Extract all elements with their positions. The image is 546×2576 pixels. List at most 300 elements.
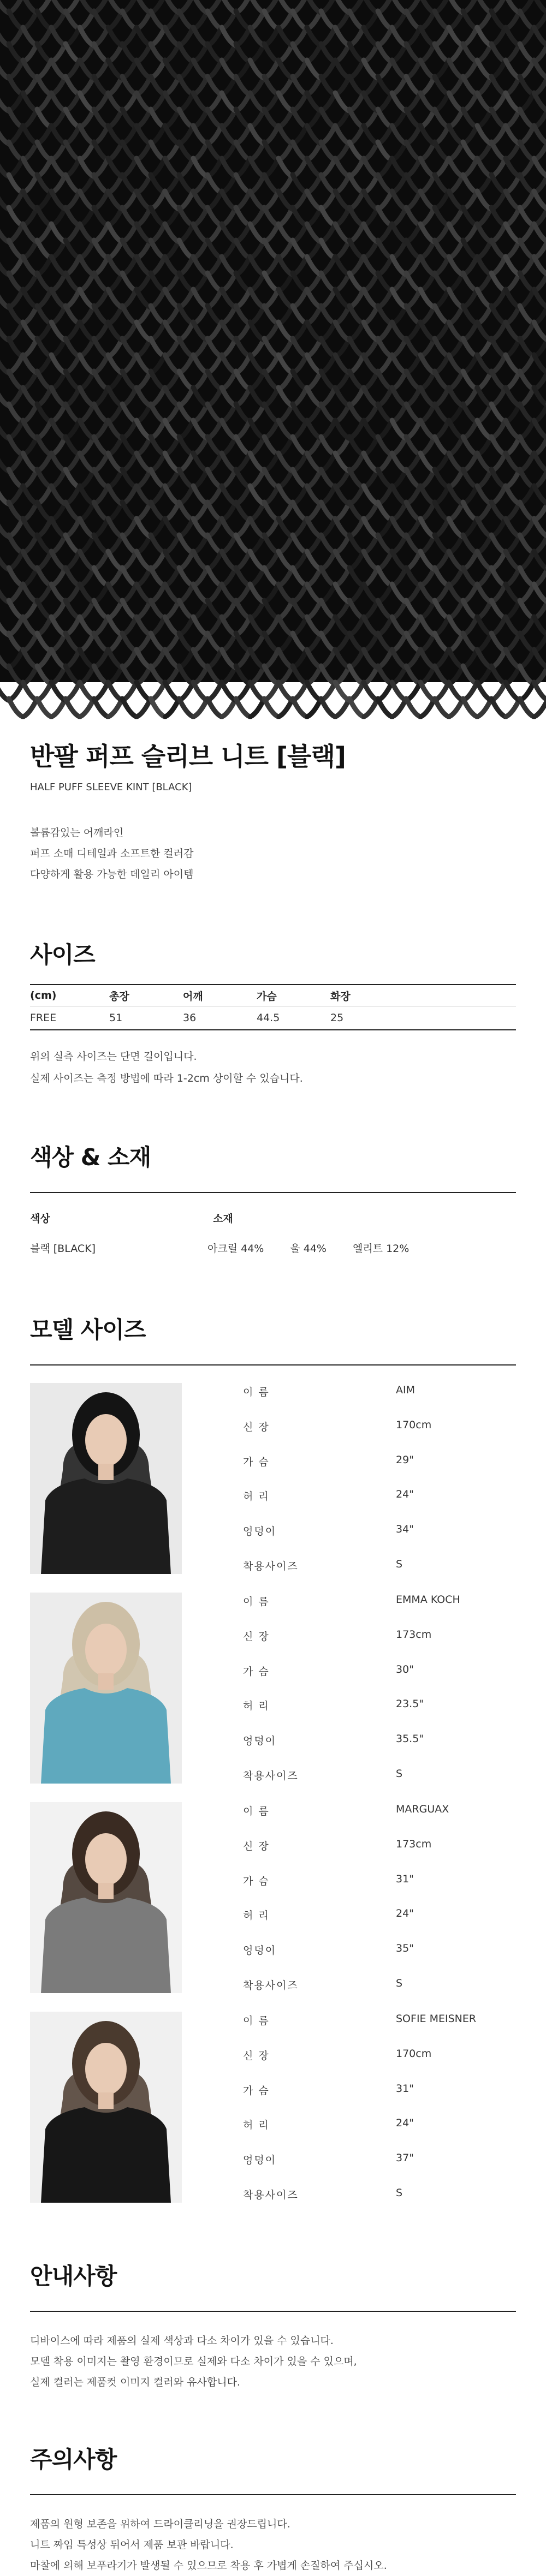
- knit-stitch: [151, 617, 165, 635]
- knit-stitch: [151, 60, 165, 78]
- knit-stitch: [123, 224, 136, 242]
- knit-stitch: [51, 682, 65, 700]
- knit-stitch: [520, 273, 533, 291]
- knit-stitch: [378, 60, 392, 78]
- knit-stitch: [151, 240, 164, 258]
- knit-stitch: [378, 27, 392, 45]
- knit-stitch: [66, 257, 80, 275]
- knit-stitch: [222, 93, 235, 111]
- knit-stitch: [37, 404, 51, 422]
- knit-stitch: [378, 551, 392, 569]
- knit-stitch: [38, 60, 51, 78]
- model-card: [30, 1383, 516, 1593]
- knit-stitch: [66, 568, 79, 586]
- knit-stitch: [9, 666, 22, 684]
- knit-stitch: [66, 666, 79, 684]
- knit-stitch: [378, 420, 392, 438]
- knit-stitch: [193, 322, 207, 340]
- knit-stitch: [492, 27, 506, 45]
- knit-stitch: [406, 469, 420, 487]
- knit-stitch: [307, 257, 321, 275]
- knit-stitch: [264, 338, 278, 356]
- knit-stitch: [535, 76, 546, 94]
- model-info-label: 이 름: [243, 1386, 270, 1398]
- model-size-section: [30, 1312, 516, 2221]
- knit-stitch: [491, 44, 505, 62]
- knit-stitch: [364, 322, 377, 340]
- knit-stitch: [37, 306, 51, 324]
- size-col-shoulder: 어깨: [183, 990, 203, 1003]
- knit-stitch: [23, 682, 37, 700]
- knit-stitch: [38, 584, 51, 602]
- knit-stitch: [179, 44, 193, 62]
- knit-stitch: [392, 453, 406, 471]
- guide-line: 디바이스에 따라 제품의 실제 색상과 다소 차이가 있을 수 있습니다.: [30, 2335, 334, 2347]
- knit-stitch: [349, 44, 363, 62]
- knit-stitch: [378, 682, 392, 700]
- knit-stitch: [180, 322, 193, 340]
- knit-stitch: [278, 486, 292, 504]
- knit-stitch: [491, 568, 505, 586]
- knit-stitch: [378, 584, 392, 602]
- material-values: [207, 1241, 435, 1255]
- knit-stitch: [123, 289, 136, 307]
- knit-stitch: [307, 649, 321, 667]
- knit-stitch: [23, 191, 37, 209]
- knit-stitch: [435, 240, 448, 258]
- model-info-label: 가 슴: [243, 1665, 270, 1678]
- knit-stitch: [392, 387, 406, 406]
- knit-stitch: [449, 617, 462, 635]
- knit-stitch: [38, 387, 51, 406]
- knit-stitch: [293, 44, 306, 62]
- model-info-value: 173cm: [396, 1838, 432, 1850]
- knit-stitch: [264, 633, 278, 651]
- knit-stitch: [9, 404, 22, 422]
- knit-stitch: [406, 633, 420, 651]
- knit-stitch: [420, 355, 434, 373]
- knit-stitch: [108, 322, 122, 340]
- knit-stitch: [37, 469, 51, 487]
- knit-stitch: [94, 158, 108, 176]
- knit-stitch: [136, 289, 150, 307]
- knit-stitch: [264, 502, 278, 520]
- knit-stitch: [23, 387, 37, 406]
- knit-stitch: [66, 126, 80, 144]
- model-info-label: 가 슴: [243, 1875, 270, 1887]
- knit-stitch: [9, 469, 22, 487]
- knit-stitch: [250, 27, 264, 45]
- knit-stitch: [165, 682, 179, 700]
- knit-stitch: [406, 338, 420, 356]
- knit-stitch: [94, 617, 108, 635]
- knit-stitch: [350, 355, 364, 373]
- knit-stitch: [265, 355, 278, 373]
- knit-stitch: [293, 453, 307, 471]
- knit-stitch: [449, 486, 462, 504]
- knit-stitch: [420, 126, 434, 144]
- hero-knit-image: [0, 0, 546, 682]
- model-info-row: [243, 1557, 489, 1592]
- knit-stitch: [208, 27, 222, 45]
- knit-stitch: [151, 322, 165, 340]
- knit-stitch: [136, 0, 150, 13]
- knit-stitch: [151, 469, 164, 487]
- knit-stitch: [307, 486, 321, 504]
- knit-stitch: [265, 420, 278, 438]
- size-col-chest: 가슴: [257, 990, 277, 1003]
- knit-stitch: [321, 306, 335, 324]
- knit-stitch: [193, 551, 207, 569]
- knit-stitch: [37, 273, 51, 291]
- knit-stitch: [179, 633, 193, 651]
- knit-stitch: [349, 175, 363, 193]
- knit-stitch: [151, 584, 165, 602]
- knit-stitch: [151, 306, 164, 324]
- model-info-row: [243, 1522, 489, 1557]
- knit-stitch: [520, 60, 534, 78]
- knit-stitch: [208, 158, 222, 176]
- knit-stitch: [180, 158, 193, 176]
- knit-stitch: [23, 649, 37, 667]
- knit-stitch: [463, 306, 477, 324]
- knit-stitch: [179, 142, 193, 160]
- knit-stitch: [392, 584, 406, 602]
- knit-stitch: [293, 502, 306, 520]
- knit-stitch: [392, 486, 406, 504]
- knit-stitch: [322, 322, 335, 340]
- knit-stitch: [180, 257, 193, 275]
- knit-stitch: [520, 699, 533, 717]
- knit-stitch: [108, 486, 122, 504]
- knit-stitch: [350, 322, 364, 340]
- knit-stitch: [491, 699, 505, 717]
- knit-stitch: [278, 518, 292, 536]
- knit-stitch: [94, 224, 108, 242]
- model-info-value: S: [396, 1767, 403, 1780]
- model-info-value: 30": [396, 1663, 414, 1675]
- knit-stitch: [108, 60, 122, 78]
- knit-stitch: [406, 11, 420, 29]
- knit-stitch: [94, 257, 108, 275]
- knit-stitch: [350, 420, 364, 438]
- knit-stitch: [463, 76, 477, 94]
- knit-stitch: [435, 158, 449, 176]
- knit-stitch: [151, 502, 164, 520]
- knit-stitch: [449, 420, 462, 438]
- knit-stitch: [349, 76, 363, 94]
- knit-stitch: [293, 27, 307, 45]
- knit-stitch: [335, 191, 349, 209]
- knit-stitch: [464, 93, 477, 111]
- knit-stitch: [520, 568, 533, 586]
- knit-stitch: [136, 93, 150, 111]
- knit-stitch: [350, 617, 364, 635]
- knit-stitch: [406, 568, 420, 586]
- knit-stitch: [293, 207, 306, 225]
- knit-stitch: [506, 649, 519, 667]
- knit-stitch: [506, 682, 519, 700]
- knit-stitch: [392, 93, 406, 111]
- knit-stitch: [463, 535, 477, 553]
- knit-stitch: [492, 617, 506, 635]
- knit-stitch: [350, 453, 364, 471]
- knit-stitch: [208, 518, 222, 536]
- knit-stitch: [520, 257, 534, 275]
- knit-stitch: [123, 257, 136, 275]
- knit-stitch: [435, 191, 449, 209]
- knit-stitch: [37, 76, 51, 94]
- knit-stitch: [534, 387, 546, 406]
- knit-stitch: [449, 257, 462, 275]
- knit-stitch: [464, 518, 477, 536]
- knit-stitch: [136, 617, 150, 635]
- knit-stitch: [222, 191, 235, 209]
- knit-stitch: [350, 682, 364, 700]
- knit-stitch: [520, 224, 534, 242]
- size-cell: FREE: [30, 1012, 57, 1024]
- knit-stitch: [264, 44, 278, 62]
- knit-stitch: [207, 404, 221, 422]
- knit-stitch: [122, 371, 136, 389]
- knit-stitch: [378, 93, 392, 111]
- knit-stitch: [180, 289, 193, 307]
- knit-stitch: [420, 453, 434, 471]
- knit-stitch: [520, 371, 533, 389]
- model-info-label: 이 름: [243, 2015, 270, 2027]
- knit-stitch: [307, 420, 321, 438]
- knit-stitch: [335, 93, 349, 111]
- knit-stitch: [349, 437, 363, 455]
- size-cell: 25: [330, 1012, 344, 1024]
- knit-stitch: [66, 355, 80, 373]
- knit-stitch: [51, 387, 65, 406]
- knit-stitch: [123, 126, 136, 144]
- knit-stitch: [193, 420, 207, 438]
- knit-stitch: [250, 289, 264, 307]
- knit-stitch: [222, 682, 235, 700]
- knit-stitch: [349, 600, 363, 618]
- knit-stitch: [264, 207, 278, 225]
- knit-stitch: [420, 289, 434, 307]
- guide-text: [30, 2330, 516, 2393]
- knit-stitch: [491, 273, 505, 291]
- knit-stitch: [350, 518, 364, 536]
- knit-stitch: [94, 273, 108, 291]
- knit-stitch: [136, 420, 150, 438]
- knit-stitch: [51, 257, 65, 275]
- knit-stitch: [9, 273, 22, 291]
- knit-stitch: [236, 109, 250, 127]
- model-info-row: [243, 1383, 489, 1418]
- knit-stitch: [335, 158, 349, 176]
- knit-stitch: [265, 191, 278, 209]
- knit-stitch: [534, 27, 546, 45]
- knit-stitch: [165, 453, 179, 471]
- knit-stitch: [335, 355, 349, 373]
- knit-stitch: [378, 224, 392, 242]
- knit-stitch: [364, 551, 377, 569]
- knit-stitch: [535, 535, 546, 553]
- knit-stitch: [534, 322, 546, 340]
- model-photo: [30, 1593, 182, 1784]
- knit-stitch: [51, 27, 65, 45]
- knit-stitch: [278, 27, 292, 45]
- knit-stitch: [9, 224, 23, 242]
- knit-stitch: [364, 518, 377, 536]
- knit-stitch: [80, 682, 93, 700]
- model-info-label: 엉덩이: [243, 1945, 277, 1957]
- knit-stitch: [123, 60, 136, 78]
- knit-stitch: [66, 633, 79, 651]
- knit-stitch: [94, 387, 108, 406]
- model-info: [243, 1802, 489, 2012]
- knit-stitch: [208, 486, 222, 504]
- knit-stitch: [207, 76, 221, 94]
- knit-stitch: [51, 191, 65, 209]
- knit-stitch: [9, 207, 22, 225]
- knit-stitch: [23, 322, 37, 340]
- knit-stitch: [520, 649, 534, 667]
- knit-stitch: [264, 175, 278, 193]
- knit-stitch: [23, 584, 37, 602]
- model-info-row: [243, 1767, 489, 1802]
- knit-stitch: [520, 338, 533, 356]
- knit-stitch: [108, 617, 122, 635]
- knit-stitch: [23, 126, 37, 144]
- knit-stitch: [179, 535, 193, 553]
- size-notes: [30, 1046, 516, 1089]
- knit-stitch: [520, 27, 534, 45]
- knit-stitch: [278, 387, 292, 406]
- model-info-value: 170cm: [396, 2047, 432, 2060]
- knit-stitch: [435, 404, 448, 422]
- knit-stitch: [208, 453, 222, 471]
- knit-stitch: [278, 584, 292, 602]
- knit-stitch: [208, 355, 222, 373]
- knit-stitch: [392, 126, 406, 144]
- knit-stitch: [449, 289, 462, 307]
- knit-stitch: [293, 437, 306, 455]
- knit-stitch: [236, 469, 250, 487]
- knit-stitch: [378, 126, 392, 144]
- knit-stitch: [66, 502, 79, 520]
- knit-stitch: [236, 633, 250, 651]
- knit-stitch: [477, 420, 491, 438]
- knit-stitch: [94, 682, 108, 700]
- knit-stitch: [535, 437, 546, 455]
- knit-stitch: [208, 420, 222, 438]
- knit-stitch: [491, 371, 505, 389]
- knit-stitch: [520, 469, 533, 487]
- knit-stitch: [492, 93, 506, 111]
- knit-stitch: [364, 224, 377, 242]
- knit-stitch: [66, 191, 80, 209]
- material-label: 소재: [213, 1213, 233, 1225]
- knit-stitch: [435, 682, 449, 700]
- knit-stitch: [420, 257, 434, 275]
- knit-stitch: [535, 600, 546, 618]
- knit-stitch: [108, 126, 122, 144]
- knit-stitch: [278, 420, 292, 438]
- knit-stitch: [349, 502, 363, 520]
- model-info-row: [243, 1872, 489, 1907]
- knit-stitch: [350, 27, 364, 45]
- knit-stitch: [180, 518, 193, 536]
- knit-stitch: [236, 666, 250, 684]
- knit-stitch: [392, 682, 406, 700]
- knit-stitch: [9, 600, 22, 618]
- knit-stitch: [23, 93, 37, 111]
- knit-stitch: [420, 0, 434, 13]
- knit-stitch: [94, 551, 108, 569]
- knit-stitch: [80, 551, 93, 569]
- knit-stitch: [322, 584, 335, 602]
- knit-stitch: [520, 76, 533, 94]
- knit-stitch: [293, 76, 306, 94]
- model-info-label: 이 름: [243, 1805, 270, 1817]
- knit-stitch: [151, 158, 165, 176]
- knit-stitch: [463, 600, 477, 618]
- caution-section: [30, 2442, 516, 2576]
- knit-stitch: [151, 649, 165, 667]
- knit-stitch: [407, 584, 420, 602]
- knit-stitch: [9, 535, 22, 553]
- model-info-label: 엉덩이: [243, 2154, 277, 2167]
- knit-stitch: [449, 224, 462, 242]
- knit-stitch: [321, 437, 335, 455]
- knit-stitch: [37, 535, 51, 553]
- knit-stitch: [520, 158, 534, 176]
- knit-stitch: [250, 126, 264, 144]
- knit-stitch: [420, 224, 434, 242]
- knit-stitch: [208, 126, 222, 144]
- knit-stitch: [492, 355, 506, 373]
- knit-stitch: [520, 404, 533, 422]
- knit-stitch: [321, 338, 335, 356]
- knit-stitch: [335, 126, 349, 144]
- knit-stitch: [66, 142, 79, 160]
- knit-stitch: [250, 93, 264, 111]
- knit-stitch: [151, 44, 164, 62]
- knit-stitch: [420, 191, 434, 209]
- knit-stitch: [193, 617, 207, 635]
- knit-stitch: [94, 109, 108, 127]
- knit-stitch: [520, 453, 534, 471]
- knit-stitch: [335, 289, 349, 307]
- knit-stitch: [66, 11, 79, 29]
- knit-stitch: [364, 420, 377, 438]
- knit-stitch: [506, 387, 519, 406]
- knit-stitch: [151, 11, 164, 29]
- knit-stitch: [9, 142, 22, 160]
- knit-stitch: [506, 617, 519, 635]
- knit-stitch: [208, 584, 222, 602]
- knit-stitch: [9, 175, 22, 193]
- knit-stitch: [378, 207, 391, 225]
- knit-stitch: [66, 600, 79, 618]
- knit-stitch: [9, 502, 22, 520]
- knit-stitch: [236, 518, 250, 536]
- knit-stitch: [222, 420, 235, 438]
- knit-stitch: [66, 207, 79, 225]
- knit-stitch: [322, 551, 335, 569]
- knit-stitch: [151, 600, 164, 618]
- knit-stitch: [491, 338, 505, 356]
- knit-stitch: [179, 273, 193, 291]
- model-info-row: [243, 1976, 489, 2011]
- knit-stitch: [278, 682, 292, 700]
